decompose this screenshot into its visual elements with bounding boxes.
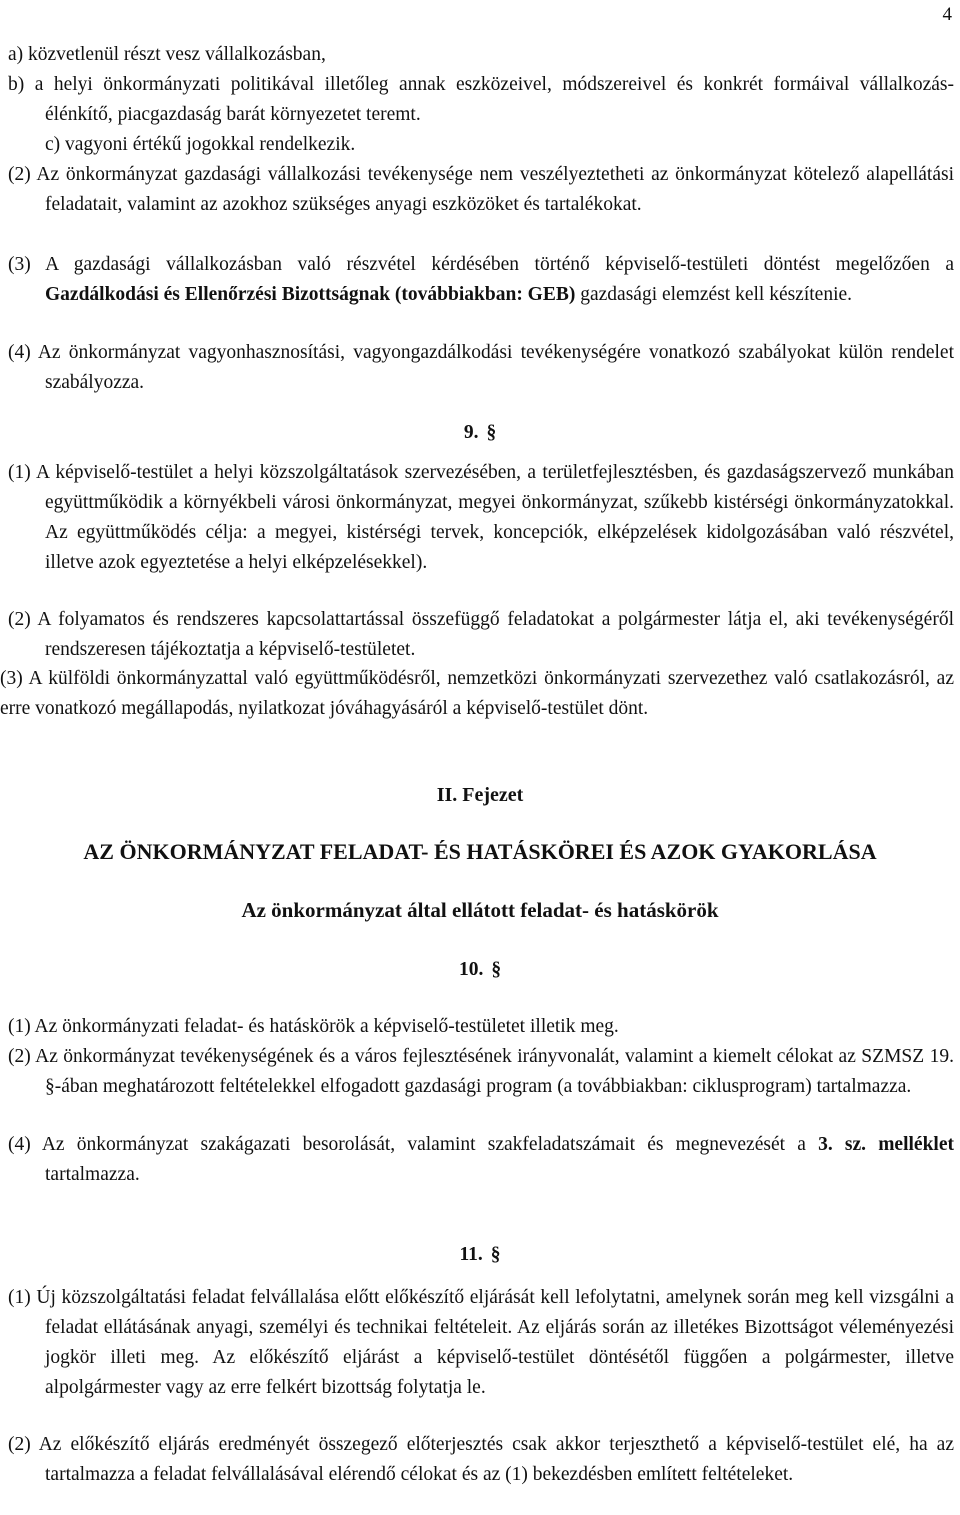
section-heading-10 bbox=[0, 955, 960, 985]
paragraph-10-4-text: (4) Az önkormányzat szakágazati besorolását, valamint szakfeladatszámait és megnevezését a bbox=[8, 1134, 819, 1155]
paragraph-10-4-tail: tartalmazza. bbox=[45, 1164, 140, 1185]
section-sign: § bbox=[491, 959, 502, 980]
paragraph-8-4: (4) Az önkormányzat vagyonhasznosítási, vagyongazdálkodási tevékenységére vonatkozó szabályokat külön rendelet szabályozza. bbox=[8, 342, 954, 393]
paragraph-8-3 bbox=[8, 250, 954, 310]
chapter-title: AZ ÖNKORMÁNYZAT FELADAT- ÉS HATÁSKÖREI ÉS AZOK GYAKORLÁSA bbox=[83, 839, 877, 864]
paragraph-10-2: (2) Az önkormányzat tevékenységének és a város fejlesztésének irányvonalát, valamint a kiemelt célokat az SZMSZ 19. §-ában meghatározott feltételekkel elfogadott gazdasági program (a továbbiakban: ciklusprogram) tartalmazza. bbox=[8, 1046, 954, 1097]
paragraph-10-4 bbox=[8, 1130, 954, 1190]
list-item-c: c) vagyoni értékű jogokkal rendelkezik. bbox=[45, 134, 356, 155]
list-item-a: a) közvetlenül részt vesz vállalkozásban, bbox=[8, 44, 326, 65]
paragraph-8-3-text: (3) A gazdasági vállalkozásban való részvétel kérdésében történő képviselő-testületi döntést megelőzően a bbox=[8, 254, 954, 275]
section-number: 10. bbox=[458, 959, 484, 980]
paragraph-9-2: (2) A folyamatos és rendszeres kapcsolattartással összefüggő feladatokat a polgármester látja el, aki tevékenységéről rendszeresen tájékoztatja a képviselő-testületet. bbox=[8, 609, 954, 660]
paragraph-9-3: (3) A külföldi önkormányzattal való együttműködésről, nemzetközi önkormányzati szervezethez való csatlakozásról, az erre vonatkozó megállapodás, nyilatkozat jóváhagyásáról a képviselő-testület dönt. bbox=[0, 668, 954, 719]
paragraph-9-1: (1) A képviselő-testület a helyi közszolgáltatások szervezésében, a területfejlesztésben, és gazdaságszervező munkában együttműködik a környékbeli városi önkormányzat, megyei önkormányzat, szűkebb kistérségi önkormányzatokkal. Az együttműködés célja: a megyei, kistérségi tervek, koncepciók, elképzelések kidolgozásában való részvétel, illetve azok egyeztetése a helyi elképzelésekkel). bbox=[8, 462, 954, 573]
page-number: 4 bbox=[942, 4, 952, 25]
list-item-b: b) a helyi önkormányzati politikával illetőleg annak eszközeivel, módszereivel és konkrét formáival vállalkozás-élénkítő, piacgazdaság barát környezetet teremt. bbox=[8, 74, 954, 125]
paragraph-10-1: (1) Az önkormányzati feladat- és hatáskörök a képviselő-testületet illetik meg. bbox=[8, 1016, 619, 1037]
paragraph-8-3-tail: gazdasági elemzést kell készítenie. bbox=[575, 284, 853, 305]
section-heading-9 bbox=[0, 418, 960, 448]
chapter-label: II. Fejezet bbox=[436, 784, 524, 806]
section-heading-11 bbox=[0, 1240, 960, 1270]
section-sign: § bbox=[486, 422, 497, 443]
section-sign: § bbox=[490, 1244, 501, 1265]
section-number: 9. bbox=[463, 422, 479, 443]
committee-name: Gazdálkodási és Ellenőrzési Bizottságnak (továbbiakban: GEB) bbox=[45, 284, 576, 305]
annex-reference: 3. sz. melléklet bbox=[818, 1134, 954, 1155]
section-number: 11. bbox=[459, 1244, 483, 1265]
paragraph-11-1: (1) Új közszolgáltatási feladat felvállalása előtt előkészítő eljárását kell lefolytatni, amelynek során meg kell vizsgálni a feladat ellátásának anyagi, személyi és technikai feltételeit. Az eljárás során az illetékes Bizottságot véleményezési jogkör illeti meg. Az előkészítő eljárást a képviselő-testület döntésétől függően a polgármester, illetve alpolgármester vagy az erre felkért bizottság folytatja le. bbox=[8, 1287, 954, 1398]
chapter-subtitle: Az önkormányzat által ellátott feladat- és hatáskörök bbox=[241, 898, 719, 922]
paragraph-11-2: (2) Az előkészítő eljárás eredményét összegező előterjesztés csak akkor terjeszthető a képviselő-testület elé, ha az tartalmazza a feladat felvállalásával elérendő célokat és az (1) bekezdésben említett feltételeket. bbox=[8, 1434, 954, 1485]
paragraph-8-2: (2) Az önkormányzat gazdasági vállalkozási tevékenysége nem veszélyeztetheti az önkormányzat kötelező alapellátási feladatait, valamint az azokhoz szükséges anyagi eszközöket és tartalékokat. bbox=[8, 164, 954, 215]
